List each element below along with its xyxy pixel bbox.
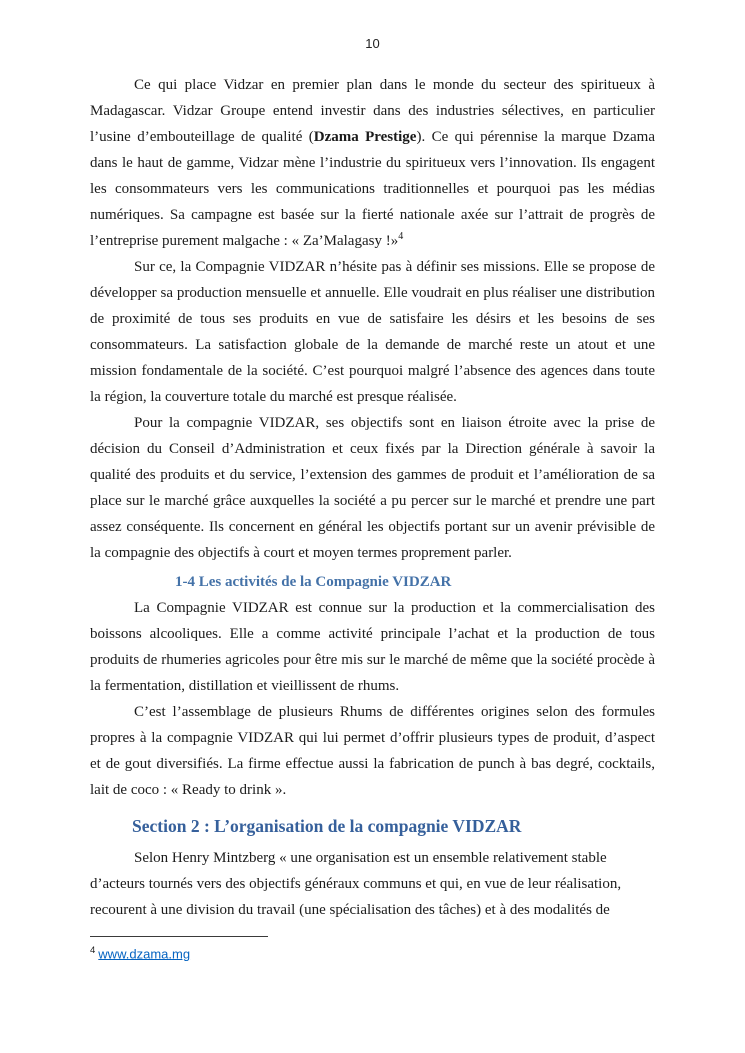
paragraph-vidzar-premier-plan [90,72,655,254]
footnote-hyperlink[interactable]: www.dzama.mg [98,946,191,962]
bold-dzama-prestige: Dzama Prestige [313,129,417,145]
footnote-area [90,936,655,963]
footnote-ref-marker: 4 [398,231,404,242]
footnote-number: 4 [90,945,96,956]
paragraph-text: ). Ce qui pérennise la marque Dzama dans le haut de gamme, Vidzar mène l’industrie du spiritueux vers l’innovation. Ils engagent les consommateurs vers les communications traditionnelles et pourquoi pas les médias numériques. Sa campagne est basée sur la fierté nationale axée sur l’attrait de progrès de l’entreprise purement malgache : « Za’Malagasy !» [90,129,655,249]
footnote [90,942,655,963]
paragraph-production-commercialisation: La Compagnie VIDZAR est connue sur la production et la commercialisation des boissons alcooliques. Elle a comme activité principale l’achat et la production de tous produits de rhumeries agricoles pour être mis sur le marché de même que la société procède à la fermentation, distillation et vieillissent de rhums. [90,600,655,694]
paragraph-assemblage-rhums: C’est l’assemblage de plusieurs Rhums de différentes origines selon des formules propres à la compagnie VIDZAR qui lui permet d’offrir plusieurs types de produit, d’aspect et de gout diversifiés. La firme effectue aussi la fabrication de punch à bas degré, cocktails, lait de coco : « Ready to drink ». [90,704,655,798]
paragraph-objectifs: Pour la compagnie VIDZAR, ses objectifs sont en liaison étroite avec la prise de décision du Conseil d’Administration et ceux fixés par la Direction générale à savoir la qualité des produits et du service, l’extension des gammes de produit et l’amélioration de sa place sur le marché grâce auxquelles la société a pu percer sur le marché et prendre une part assez conséquente. Ils concernent en général les objectifs portant sur un avenir prévisible de la compagnie des objectifs à court et moyen termes proprement parler. [90,415,655,561]
paragraph-mintzberg-citation: Selon Henry Mintzberg « une organisation est un ensemble relativement stable d’acteurs tournés vers des objectifs généraux communs et qui, en vue de leur réalisation, recourent à une division du travail (une spécialisation des tâches) et à des modalités de [90,850,622,918]
paragraph-text: Ce qui place Vidzar en premier plan dans le monde du secteur des spiritueux à Madagascar. Vidzar Groupe entend investir dans des industries sélectives, en particulier l’usine d’embouteillage de qualité ( [90,77,655,145]
subheading-activites: 1-4 Les activités de la Compagnie VIDZAR [175,574,452,590]
page-body [90,72,655,923]
paragraph-missions: Sur ce, la Compagnie VIDZAR n’hésite pas à définir ses missions. Elle se propose de développer sa production mensuelle et annuelle. Elle voudrait en plus réaliser une distribution de proximité de tous ses produits en vue de satisfaire les désirs et les besoins de ses consommateurs. La satisfaction globale de la demande de marché reste un atout et une mission fondamentale de la société. C’est pourquoi malgré l’absence des agences dans toute la région, la couverture totale du marché est presque réalisée. [90,259,655,405]
page-number: 10 [365,36,380,51]
footnote-separator-rule [90,936,268,937]
section-heading-organisation: Section 2 : L’organisation de la compagnie VIDZAR [132,816,522,836]
